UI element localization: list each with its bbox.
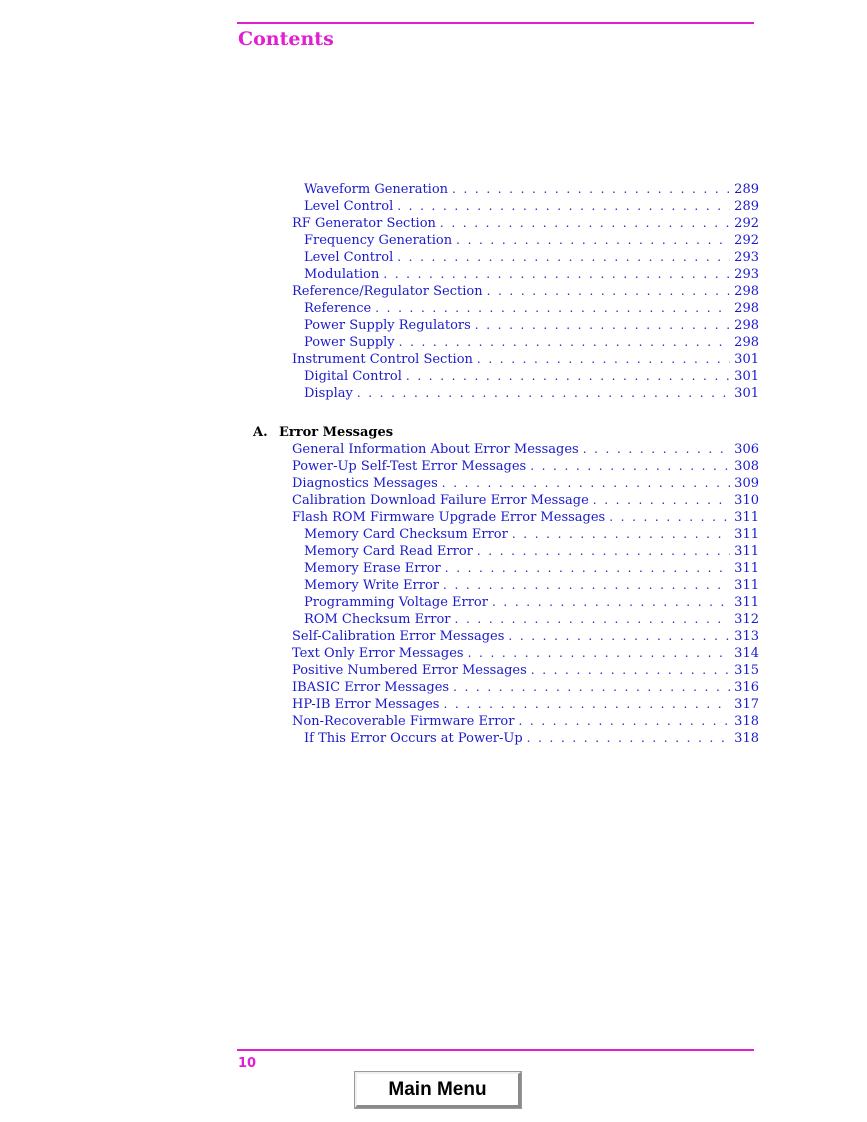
toc-entry-label: Frequency Generation <box>304 233 453 248</box>
toc-entry-page: 311 <box>734 544 759 559</box>
toc-entry[interactable] <box>304 249 759 266</box>
toc-entry-label: General Information About Error Messages <box>292 442 579 457</box>
toc-dot-leader <box>512 526 730 543</box>
toc-dot-leader <box>399 334 730 351</box>
toc-entry-label: Memory Card Read Error <box>304 544 473 559</box>
toc-entry[interactable] <box>292 679 759 696</box>
toc-entry[interactable] <box>304 543 759 560</box>
toc-entry-label: Display <box>304 386 353 401</box>
toc-entry-label: Positive Numbered Error Messages <box>292 663 527 678</box>
toc-entry-label: Level Control <box>304 250 394 265</box>
toc-entry-label: Power Supply <box>304 335 395 350</box>
toc-dot-leader <box>531 662 730 679</box>
toc-entry-label: Power-Up Self-Test Error Messages <box>292 459 527 474</box>
toc-dot-leader <box>468 645 730 662</box>
toc-dot-leader <box>445 560 730 577</box>
toc-dot-leader <box>375 300 730 317</box>
toc-dot-leader <box>477 351 730 368</box>
toc-entry-page: 318 <box>734 731 759 746</box>
toc-entry-label: Non-Recoverable Firmware Error <box>292 714 515 729</box>
toc-dot-leader <box>452 181 730 198</box>
toc-entry[interactable] <box>304 334 759 351</box>
toc-entry-page: 292 <box>734 233 759 248</box>
chapter-title: Error Messages <box>279 425 394 440</box>
toc-entry-label: Self-Calibration Error Messages <box>292 629 505 644</box>
toc-entry-label: Modulation <box>304 267 380 282</box>
toc-entry-page: 298 <box>734 301 759 316</box>
toc-entry[interactable] <box>292 492 759 509</box>
toc-entry-label: Level Control <box>304 199 394 214</box>
toc-entry-label: Flash ROM Firmware Upgrade Error Messages <box>292 510 606 525</box>
toc-entry-page: 298 <box>734 284 759 299</box>
toc-entry-page: 289 <box>734 182 759 197</box>
toc-entry-page: 293 <box>734 250 759 265</box>
toc-entry[interactable] <box>304 266 759 283</box>
toc-dot-leader <box>357 385 730 402</box>
toc-entry-page: 289 <box>734 199 759 214</box>
toc-entry[interactable] <box>304 198 759 215</box>
toc-dot-leader <box>583 441 730 458</box>
toc-dot-leader <box>609 509 730 526</box>
toc-entry-label: Text Only Error Messages <box>292 646 464 661</box>
toc-entry-label: HP-IB Error Messages <box>292 697 440 712</box>
toc-entry-label: ROM Checksum Error <box>304 612 451 627</box>
toc-entry-label: Programming Voltage Error <box>304 595 488 610</box>
toc-dot-leader <box>508 628 730 645</box>
toc-entry[interactable] <box>304 368 759 385</box>
toc-entry-page: 301 <box>734 369 759 384</box>
toc-entry[interactable] <box>292 662 759 679</box>
toc-entry[interactable] <box>292 441 759 458</box>
toc-dot-leader <box>397 249 730 266</box>
toc-entry[interactable] <box>304 560 759 577</box>
toc-entry[interactable] <box>292 509 759 526</box>
toc-entry[interactable] <box>292 628 759 645</box>
toc-entry-page: 308 <box>734 459 759 474</box>
toc-entry-page: 292 <box>734 216 759 231</box>
toc-entry-label: Reference/Regulator Section <box>292 284 483 299</box>
toc-entry[interactable] <box>292 351 759 368</box>
toc-dot-leader <box>456 232 730 249</box>
toc-entry-label: Memory Erase Error <box>304 561 441 576</box>
toc-dot-leader <box>527 730 730 747</box>
toc-entry[interactable] <box>304 300 759 317</box>
toc-entry-page: 316 <box>734 680 759 695</box>
toc-entry[interactable] <box>304 611 759 628</box>
main-menu-button[interactable]: Main Menu <box>355 1072 521 1108</box>
toc-entry[interactable] <box>292 696 759 713</box>
toc-entry-page: 293 <box>734 267 759 282</box>
toc-entry-page: 309 <box>734 476 759 491</box>
toc-entry-page: 311 <box>734 510 759 525</box>
toc-entry-page: 311 <box>734 561 759 576</box>
toc-entry[interactable] <box>292 458 759 475</box>
toc-entry[interactable] <box>304 730 759 747</box>
toc-dot-leader <box>443 696 730 713</box>
toc-dot-leader <box>518 713 730 730</box>
toc-dot-leader <box>455 611 730 628</box>
toc-entry[interactable] <box>292 713 759 730</box>
toc-entry[interactable] <box>292 645 759 662</box>
toc-entry[interactable] <box>304 232 759 249</box>
toc-dot-leader <box>397 198 730 215</box>
toc-dot-leader <box>487 283 730 300</box>
toc-entry-page: 311 <box>734 578 759 593</box>
toc-dot-leader <box>492 594 730 611</box>
toc-dot-leader <box>453 679 730 696</box>
toc-entry-page: 298 <box>734 318 759 333</box>
page-number: 10 <box>238 1056 257 1071</box>
toc-entry-page: 301 <box>734 352 759 367</box>
toc-entry-label: Memory Write Error <box>304 578 440 593</box>
toc-entry-page: 315 <box>734 663 759 678</box>
toc-entry[interactable] <box>292 475 759 492</box>
footer-rule <box>237 1049 754 1051</box>
chapter-number: A. <box>253 425 268 440</box>
toc-entry-page: 311 <box>734 595 759 610</box>
toc-dot-leader <box>442 475 730 492</box>
toc-entry[interactable] <box>304 594 759 611</box>
toc-dot-leader <box>475 317 730 334</box>
toc-entry-page: 310 <box>734 493 759 508</box>
toc-entry-page: 313 <box>734 629 759 644</box>
toc-entry[interactable] <box>304 526 759 543</box>
toc-dot-leader <box>530 458 730 475</box>
toc-entry[interactable] <box>304 317 759 334</box>
toc-entry-label: Digital Control <box>304 369 402 384</box>
toc-entry-label: Diagnostics Messages <box>292 476 438 491</box>
page-title: Contents <box>238 28 334 50</box>
toc-entry[interactable] <box>304 577 759 594</box>
toc-entry-page: 306 <box>734 442 759 457</box>
toc-entry-page: 317 <box>734 697 759 712</box>
toc-entry-page: 311 <box>734 527 759 542</box>
toc-entry-label: Reference <box>304 301 372 316</box>
toc-entry-label: Memory Card Checksum Error <box>304 527 508 542</box>
toc-entry-page: 312 <box>734 612 759 627</box>
toc-entry[interactable] <box>292 283 759 300</box>
toc-entry-label: Calibration Download Failure Error Message <box>292 493 589 508</box>
toc-entry[interactable] <box>304 385 759 402</box>
toc-entry-page: 301 <box>734 386 759 401</box>
toc-dot-leader <box>440 215 730 232</box>
toc-entry-page: 314 <box>734 646 759 661</box>
toc-dot-leader <box>443 577 730 594</box>
toc-entry-page: 318 <box>734 714 759 729</box>
toc-entry-label: IBASIC Error Messages <box>292 680 450 695</box>
toc-entry-label: RF Generator Section <box>292 216 436 231</box>
toc-dot-leader <box>406 368 730 385</box>
chapter-heading <box>253 424 393 441</box>
toc-entry-label: Instrument Control Section <box>292 352 473 367</box>
toc-dot-leader <box>593 492 730 509</box>
toc-dot-leader <box>477 543 730 560</box>
toc-entry-label: If This Error Occurs at Power-Up <box>304 731 523 746</box>
toc-entry[interactable] <box>304 181 759 198</box>
toc-entry-label: Power Supply Regulators <box>304 318 471 333</box>
toc-dot-leader <box>383 266 730 283</box>
header-rule <box>237 22 754 24</box>
toc-entry-label: Waveform Generation <box>304 182 449 197</box>
toc-entry-page: 298 <box>734 335 759 350</box>
toc-entry[interactable] <box>292 215 759 232</box>
